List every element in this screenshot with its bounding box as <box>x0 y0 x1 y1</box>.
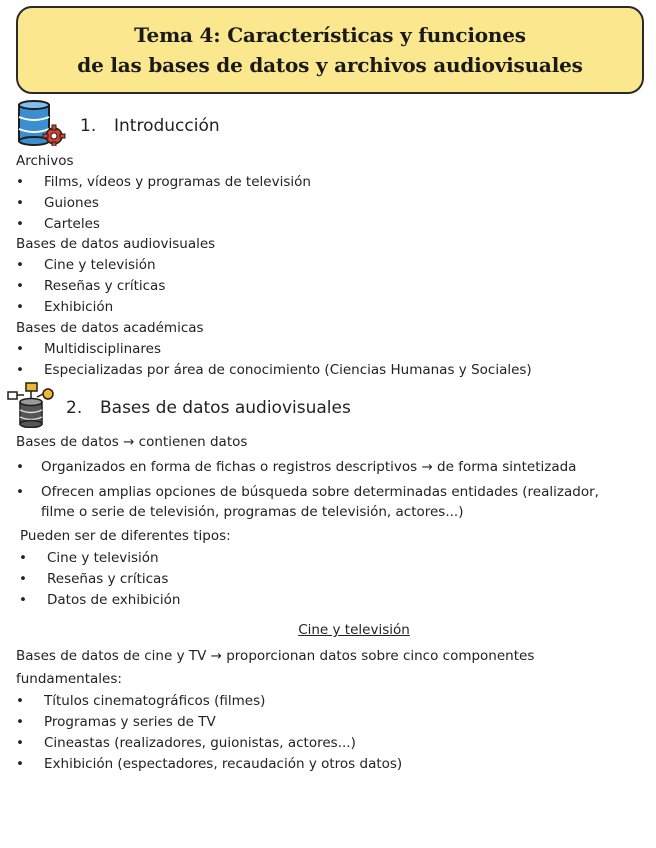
list-item-text: Multidisciplinares <box>44 341 162 357</box>
bullet: • <box>16 174 24 190</box>
list-item-text: Exhibición <box>44 299 114 315</box>
list-item-text: Reseñas y críticas <box>44 278 166 294</box>
bullet: • <box>16 693 24 709</box>
list-item-text: Organizados en forma de fichas o registros descriptivos → de forma sintetizada <box>41 459 577 475</box>
section-1-heading: Introducción <box>114 116 220 136</box>
section-2-intro: Bases de datos → contienen datos <box>16 434 248 450</box>
list-item-text: Datos de exhibición <box>47 592 181 608</box>
group-label: Bases de datos académicas <box>16 320 204 336</box>
list-item-text: Cineastas (realizadores, guionistas, actores...) <box>44 735 356 751</box>
bullet: • <box>16 484 24 500</box>
bullet: • <box>16 735 24 751</box>
database-gear-icon <box>16 100 66 146</box>
bullet: • <box>16 278 24 294</box>
list-item-continuation: filme o serie de televisión, programas de televisión, actores...) <box>41 504 464 520</box>
section-2-heading: Bases de datos audiovisuales <box>100 398 351 418</box>
bullet: • <box>16 195 24 211</box>
bullet: • <box>16 714 24 730</box>
title-line-2: de las bases de datos y archivos audiovisuales <box>77 53 583 77</box>
bullet: • <box>19 592 27 608</box>
section-2-number: 2. <box>66 398 83 418</box>
bullet: • <box>19 571 27 587</box>
group-label: Archivos <box>16 153 74 169</box>
list-item-text: Reseñas y críticas <box>47 571 169 587</box>
section-1-title <box>80 116 220 136</box>
list-item-text: Exhibición (espectadores, recaudación y otros datos) <box>44 756 403 772</box>
subheading: Cine y televisión <box>298 622 410 638</box>
paragraph-line-1: Bases de datos de cine y TV → proporcionan datos sobre cinco componentes <box>16 648 535 664</box>
bullet: • <box>16 756 24 772</box>
group-label: Bases de datos audiovisuales <box>16 236 216 252</box>
bullet: • <box>16 257 24 273</box>
bullet: • <box>16 362 24 378</box>
bullet: • <box>16 299 24 315</box>
list-item-text: Ofrecen amplias opciones de búsqueda sobre determinadas entidades (realizador, <box>41 484 599 500</box>
list-item-text: Títulos cinematográficos (filmes) <box>44 693 266 709</box>
bullet: • <box>16 459 24 475</box>
list-item-text: Programas y series de TV <box>44 714 216 730</box>
list-item-text: Cine y televisión <box>44 257 156 273</box>
list-item-text: Cine y televisión <box>47 550 159 566</box>
database-network-icon <box>6 382 58 428</box>
section-2-title <box>66 398 351 418</box>
types-label: Pueden ser de diferentes tipos: <box>20 528 231 544</box>
list-item-text: Guiones <box>44 195 99 211</box>
bullet: • <box>16 216 24 232</box>
title-line-1: Tema 4: Características y funciones <box>134 23 526 47</box>
section-1-number: 1. <box>80 116 97 136</box>
paragraph-line-2: fundamentales: <box>16 671 122 687</box>
list-item-text: Especializadas por área de conocimiento (Ciencias Humanas y Sociales) <box>44 362 532 378</box>
bullet: • <box>19 550 27 566</box>
bullet: • <box>16 341 24 357</box>
list-item-text: Films, vídeos y programas de televisión <box>44 174 311 190</box>
title-banner <box>16 6 644 94</box>
list-item-text: Carteles <box>44 216 100 232</box>
